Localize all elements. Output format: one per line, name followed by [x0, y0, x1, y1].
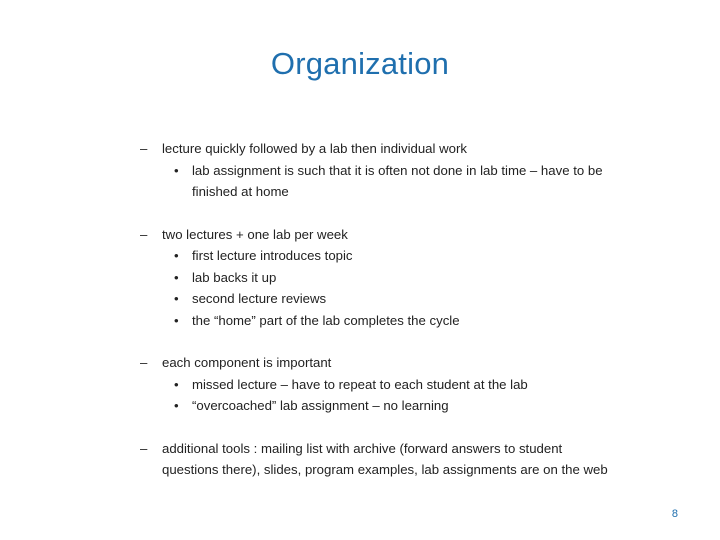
sub-list-item	[174, 160, 610, 203]
sub-list-item	[174, 245, 610, 267]
page-number: 8	[671, 508, 678, 520]
list-item	[140, 352, 610, 417]
list-item-text: each component is important	[162, 355, 332, 370]
bullet-marker: •	[174, 291, 179, 306]
list-item-text: lecture quickly followed by a lab then individual work	[162, 141, 467, 156]
slide-body	[140, 138, 610, 502]
dash-marker: –	[140, 226, 148, 242]
dash-marker: –	[140, 141, 148, 156]
sub-list	[162, 374, 610, 417]
sub-list-item-text: the “home” part of the lab completes the cycle	[192, 312, 460, 328]
list-item	[140, 224, 610, 332]
sub-list-item	[174, 310, 610, 332]
bullet-marker: •	[174, 162, 179, 178]
sub-list-item	[174, 288, 610, 310]
sub-list-item-text: first lecture introduces topic	[192, 248, 353, 263]
bullet-marker: •	[174, 248, 179, 263]
sub-list-item-text: missed lecture – have to repeat to each student at the lab	[192, 376, 528, 392]
list-item-text: additional tools : mailing list with archive (forward answers to student questions there), slides, program examples, lab assignments are on the web	[162, 440, 608, 477]
bullet-marker: •	[174, 312, 179, 328]
sub-list-item	[174, 374, 610, 396]
sub-list-item	[174, 395, 610, 417]
dash-marker: –	[140, 440, 148, 456]
sub-list-item-text: lab backs it up	[192, 269, 277, 285]
list-item	[140, 438, 610, 481]
sub-list-item-text: lab assignment is such that it is often not done in lab time – have to be finished at home	[192, 162, 603, 199]
sub-list-item-text: second lecture reviews	[192, 291, 327, 306]
sub-list-item-text: “overcoached” lab assignment – no learning	[192, 398, 449, 413]
list-item-text: two lectures + one lab per week	[162, 226, 348, 242]
bullet-marker: •	[174, 269, 179, 285]
list-item	[140, 138, 610, 203]
sub-list	[162, 245, 610, 331]
bullet-marker: •	[174, 398, 179, 413]
dash-marker: –	[140, 355, 148, 370]
sub-list	[162, 160, 610, 203]
sub-list-item	[174, 267, 610, 289]
slide-title: Organization	[270, 46, 450, 81]
bullet-marker: •	[174, 376, 179, 392]
